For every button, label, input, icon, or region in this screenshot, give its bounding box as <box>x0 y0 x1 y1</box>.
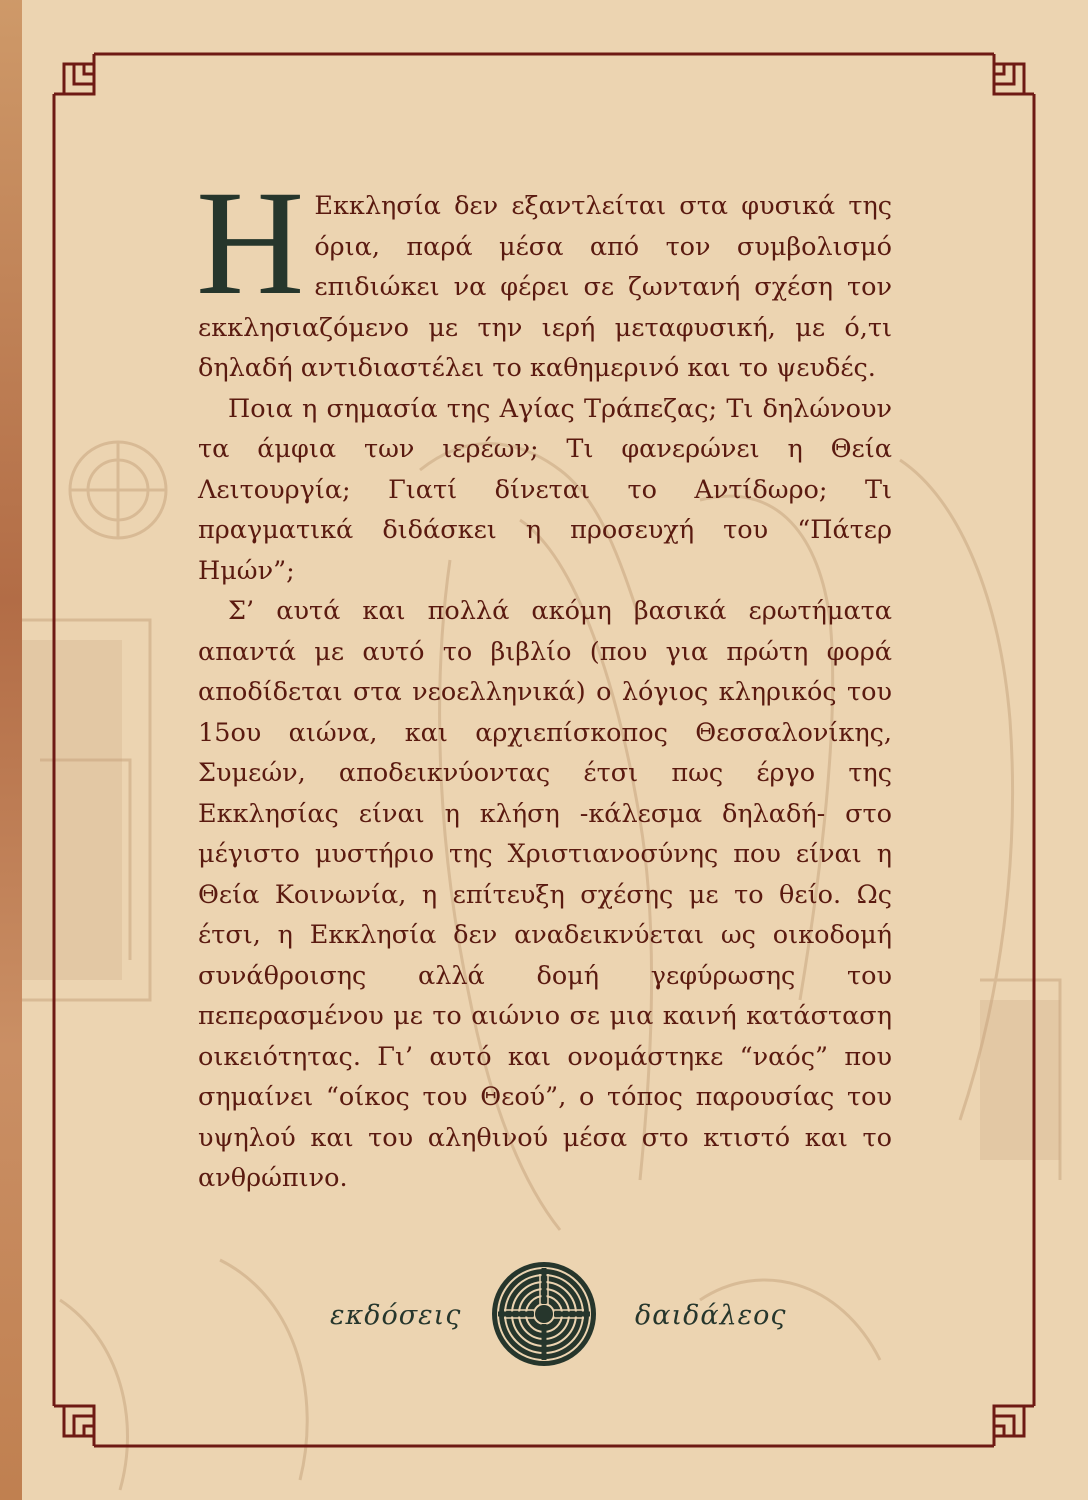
back-cover-text <box>196 160 892 1199</box>
paragraph-3: Σ’ αυτά και πολλά ακόμη βασικά ερωτήματα απαντά με αυτό το βιβλίο (που για πρώτη φορά αποδίδεται στα νεοελληνικά) ο λόγιος κληρικός του 15ου αιώνα, και αρχιεπίσκοπος Θεσσαλονίκης, Συμεών, αποδεικνύοντας έτσι πως έργο της Εκκλησίας είναι η κλήση -κάλεσμα δηλαδή- στο μέγιστο μυστήριο της Χριστιανοσύνης που είναι η Θεία Κοινωνία, η επίτευξη σχέσης με το θείο. Ως έτσι, η Εκκλησία δεν αναδεικνύεται ως οικοδομή συνάθροισης αλλά δομή γεφύρωσης του πεπερασμένου με το αιώνιο σε μια καινή κατάσταση οικειότητας. Γι’ αυτό και ονομάστηκε “ναός” που σημαίνει “οίκος του Θεού”, ο τόπος παρουσίας του υψηλού και του αληθινού μέσα στο κτιστό και το ανθρώπινο. <box>198 596 892 1193</box>
paragraph-1 <box>196 160 892 389</box>
paragraph-2: Ποια η σημασία της Αγίας Τράπεζας; Τι δηλώνουν τα άμφια των ιερέων; Τι φανερώνει η Θεία Λειτουργία; Γιατί δίνεται το Αντίδωρο; Τι πραγματικά διδάσκει η προσευχή του “Πάτερ Ημών”; <box>198 393 892 586</box>
drop-cap: Η <box>196 160 305 326</box>
labyrinth-icon <box>490 1260 598 1368</box>
publisher-word-right: δαιδάλεος <box>635 1300 787 1331</box>
publisher-imprint <box>0 1260 1088 1370</box>
paragraph-1-text: Εκκλησία δεν εξαντλείται στα φυσικά της όρια, παρά μέσα από τον συμβολισμό επιδιώκει να φέρει σε ζωντανή σχέση τον εκκλησιαζόμενο με την ιερή μεταφυσική, με ό,τι δηλαδή αντιδιαστέλει το καθημερινό και το ψευδές. <box>198 191 892 383</box>
publisher-word-left: εκδόσεις <box>330 1300 462 1331</box>
